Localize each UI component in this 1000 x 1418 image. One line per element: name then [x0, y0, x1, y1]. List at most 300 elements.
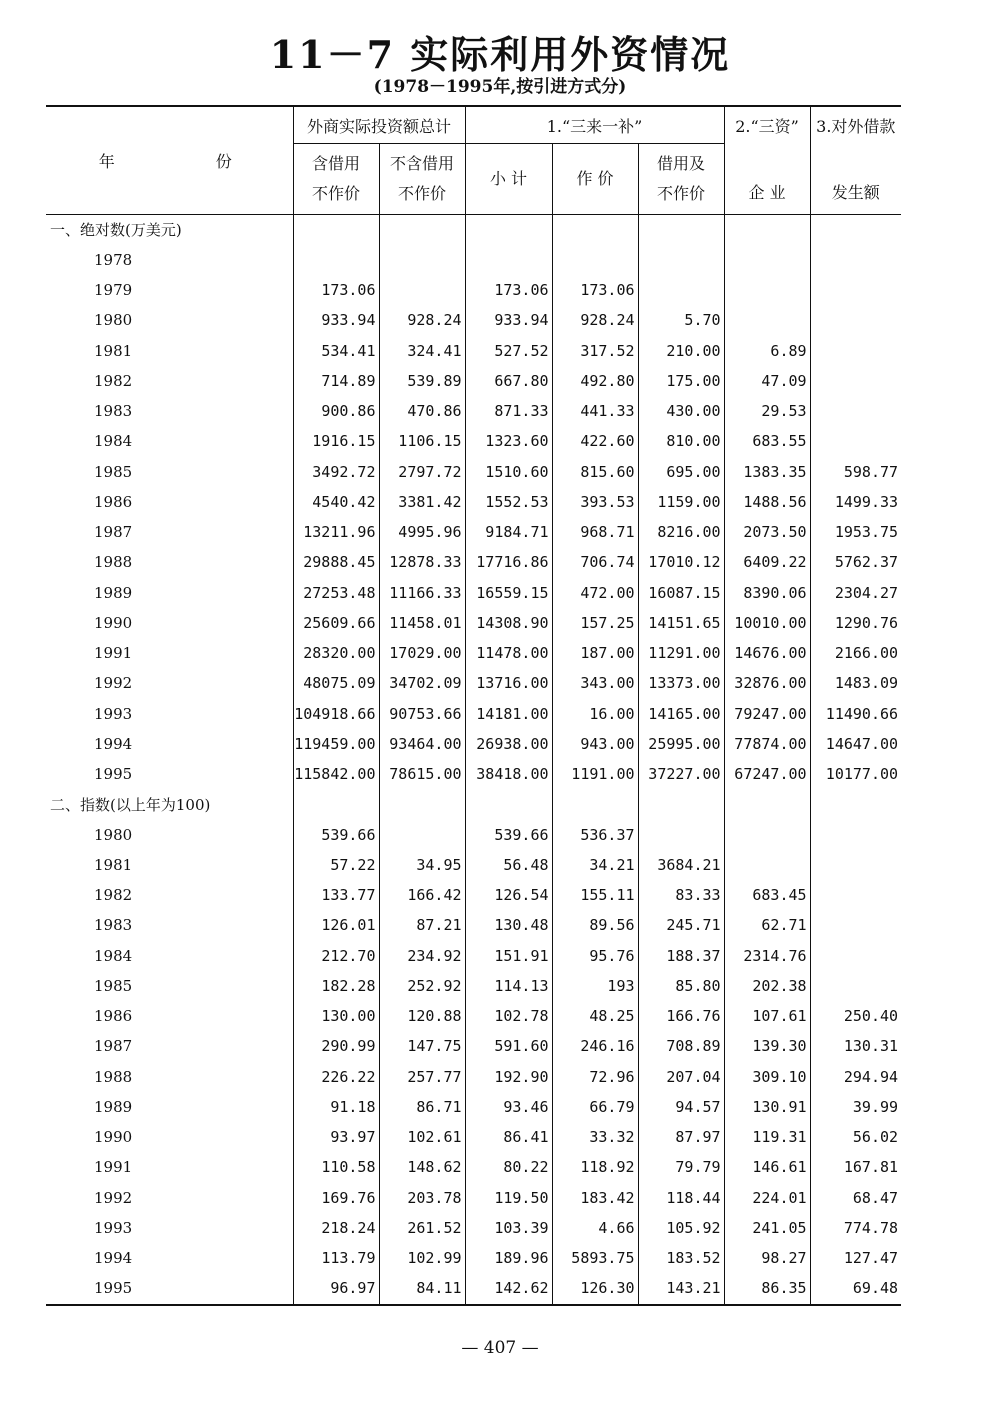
- table-row: [46, 910, 901, 940]
- table-row: [46, 547, 901, 577]
- value-cell: 98.27: [724, 1243, 810, 1273]
- value-cell: 4540.42: [293, 487, 379, 517]
- value-cell: 226.22: [293, 1062, 379, 1092]
- value-cell: 146.61: [724, 1152, 810, 1182]
- value-cell: 17029.00: [379, 638, 465, 668]
- value-cell: 16.00: [552, 699, 638, 729]
- value-cell: [810, 396, 901, 426]
- value-cell: [810, 971, 901, 1001]
- value-cell: 1953.75: [810, 517, 901, 547]
- value-cell: [724, 275, 810, 305]
- value-cell: 103.39: [465, 1213, 552, 1243]
- value-cell: 173.06: [552, 275, 638, 305]
- table-row: [46, 426, 901, 456]
- table-row: [46, 971, 901, 1001]
- table-row: [46, 1001, 901, 1031]
- year-cell: 1983: [94, 402, 133, 421]
- value-cell: 105.92: [638, 1213, 724, 1243]
- value-cell: 324.41: [379, 336, 465, 366]
- year-cell: 1979: [94, 281, 133, 300]
- year-cell: 1994: [94, 1249, 133, 1268]
- year-cell: 1989: [94, 583, 133, 602]
- table-row: [46, 759, 901, 789]
- value-cell: 234.92: [379, 941, 465, 971]
- sanzi-header: 2.“三资”: [724, 106, 810, 144]
- year-cell: 1994: [94, 734, 133, 753]
- value-cell: 56.02: [810, 1122, 901, 1152]
- value-cell: 183.42: [552, 1183, 638, 1213]
- table-row: [46, 1122, 901, 1152]
- table-row: [46, 729, 901, 759]
- value-cell: 155.11: [552, 880, 638, 910]
- year-cell: 1981: [94, 341, 133, 360]
- value-cell: [810, 910, 901, 940]
- value-cell: 89.56: [552, 910, 638, 940]
- value-cell: [638, 820, 724, 850]
- col-enterprises-header: 企 业: [724, 144, 810, 215]
- year-cell: 1984: [94, 946, 133, 965]
- table-row: [46, 305, 901, 335]
- value-cell: 151.91: [465, 941, 552, 971]
- value-cell: 472.00: [552, 578, 638, 608]
- value-cell: 34.95: [379, 850, 465, 880]
- value-cell: [810, 941, 901, 971]
- value-cell: 250.40: [810, 1001, 901, 1031]
- table-row: [46, 366, 901, 396]
- value-cell: 8390.06: [724, 578, 810, 608]
- year-cell: 1988: [94, 553, 133, 572]
- value-cell: 202.38: [724, 971, 810, 1001]
- value-cell: 6409.22: [724, 547, 810, 577]
- value-cell: 317.52: [552, 336, 638, 366]
- value-cell: 14308.90: [465, 608, 552, 638]
- value-cell: 192.90: [465, 1062, 552, 1092]
- table-row: [46, 1031, 901, 1061]
- value-cell: 47.09: [724, 366, 810, 396]
- value-cell: 1323.60: [465, 426, 552, 456]
- value-cell: [810, 336, 901, 366]
- col-loan-amount-header: 发生额: [810, 144, 901, 215]
- value-cell: 3381.42: [379, 487, 465, 517]
- year-cell: 1986: [94, 1007, 133, 1026]
- value-cell: 34702.09: [379, 668, 465, 698]
- page-subtitle: (1978－1995年,按引进方式分): [373, 77, 627, 97]
- value-cell: 695.00: [638, 457, 724, 487]
- value-cell: 539.89: [379, 366, 465, 396]
- value-cell: 118.44: [638, 1183, 724, 1213]
- value-cell: 1483.09: [810, 668, 901, 698]
- year-cell: 1986: [94, 492, 133, 511]
- table-row: [46, 275, 901, 305]
- value-cell: 175.00: [638, 366, 724, 396]
- value-cell: 102.78: [465, 1001, 552, 1031]
- value-cell: 48.25: [552, 1001, 638, 1031]
- value-cell: 66.79: [552, 1092, 638, 1122]
- year-cell: 1981: [94, 855, 133, 874]
- value-cell: 309.10: [724, 1062, 810, 1092]
- value-cell: 126.30: [552, 1273, 638, 1304]
- value-cell: 1290.76: [810, 608, 901, 638]
- value-cell: 1510.60: [465, 457, 552, 487]
- value-cell: 527.52: [465, 336, 552, 366]
- value-cell: 1383.35: [724, 457, 810, 487]
- value-cell: 4995.96: [379, 517, 465, 547]
- value-cell: 2166.00: [810, 638, 901, 668]
- year-cell: 1984: [94, 432, 133, 451]
- value-cell: 83.33: [638, 880, 724, 910]
- sanlai-yibu-header: 1.“三来一补”: [465, 106, 724, 144]
- value-cell: 84.11: [379, 1273, 465, 1304]
- value-cell: 87.97: [638, 1122, 724, 1152]
- value-cell: 148.62: [379, 1152, 465, 1182]
- value-cell: [810, 880, 901, 910]
- value-cell: [293, 245, 379, 275]
- table-row: [46, 1273, 901, 1304]
- value-cell: 5762.37: [810, 547, 901, 577]
- value-cell: 13211.96: [293, 517, 379, 547]
- value-cell: 12878.33: [379, 547, 465, 577]
- value-cell: 1499.33: [810, 487, 901, 517]
- year-cell: 1995: [94, 1279, 133, 1298]
- value-cell: 706.74: [552, 547, 638, 577]
- value-cell: 107.61: [724, 1001, 810, 1031]
- value-cell: 810.00: [638, 426, 724, 456]
- value-cell: 85.80: [638, 971, 724, 1001]
- value-cell: 34.21: [552, 850, 638, 880]
- col-with-borrowed-header: 含借用 不作价: [293, 144, 379, 215]
- value-cell: 126.54: [465, 880, 552, 910]
- value-cell: 157.25: [552, 608, 638, 638]
- table-row: [46, 457, 901, 487]
- table-row: [46, 880, 901, 910]
- value-cell: 39.99: [810, 1092, 901, 1122]
- table-row: [46, 608, 901, 638]
- table-row: [46, 668, 901, 698]
- value-cell: 16087.15: [638, 578, 724, 608]
- value-cell: 928.24: [379, 305, 465, 335]
- value-cell: 667.80: [465, 366, 552, 396]
- value-cell: 10177.00: [810, 759, 901, 789]
- value-cell: 32876.00: [724, 668, 810, 698]
- value-cell: 119.31: [724, 1122, 810, 1152]
- year-cell: 1988: [94, 1067, 133, 1086]
- value-cell: 8216.00: [638, 517, 724, 547]
- page-number: — 407 —: [461, 1338, 539, 1358]
- value-cell: 119.50: [465, 1183, 552, 1213]
- value-cell: 182.28: [293, 971, 379, 1001]
- value-cell: 29.53: [724, 396, 810, 426]
- value-cell: 539.66: [465, 820, 552, 850]
- value-cell: 598.77: [810, 457, 901, 487]
- value-cell: 1191.00: [552, 759, 638, 789]
- value-cell: 29888.45: [293, 547, 379, 577]
- page-title: 11－7 实际利用外资情况: [269, 32, 731, 77]
- value-cell: 539.66: [293, 820, 379, 850]
- table-row: [46, 820, 901, 850]
- table-row: [46, 638, 901, 668]
- value-cell: 77874.00: [724, 729, 810, 759]
- value-cell: 261.52: [379, 1213, 465, 1243]
- value-cell: 430.00: [638, 396, 724, 426]
- section-label: 二、指数(以上年为100): [50, 795, 211, 814]
- value-cell: 28320.00: [293, 638, 379, 668]
- value-cell: 187.00: [552, 638, 638, 668]
- table-row: [46, 1183, 901, 1213]
- value-cell: 422.60: [552, 426, 638, 456]
- col-subtotal-header: 小 计: [465, 144, 552, 215]
- foreign-loans-header: 3.对外借款: [810, 106, 901, 144]
- value-cell: 871.33: [465, 396, 552, 426]
- value-cell: 79.79: [638, 1152, 724, 1182]
- value-cell: 95.76: [552, 941, 638, 971]
- value-cell: 169.76: [293, 1183, 379, 1213]
- value-cell: 246.16: [552, 1031, 638, 1061]
- col-without-borrowed-header: 不含借用 不作价: [379, 144, 465, 215]
- value-cell: 91.18: [293, 1092, 379, 1122]
- value-cell: 207.04: [638, 1062, 724, 1092]
- value-cell: 130.91: [724, 1092, 810, 1122]
- value-cell: [379, 245, 465, 275]
- table-row: [46, 850, 901, 880]
- year-cell: 1983: [94, 916, 133, 935]
- value-cell: 14181.00: [465, 699, 552, 729]
- value-cell: 815.60: [552, 457, 638, 487]
- year-cell: 1985: [94, 976, 133, 995]
- value-cell: 9184.71: [465, 517, 552, 547]
- section-index-row: [46, 789, 901, 819]
- value-cell: 27253.48: [293, 578, 379, 608]
- value-cell: [810, 850, 901, 880]
- value-cell: 218.24: [293, 1213, 379, 1243]
- value-cell: [724, 820, 810, 850]
- section-label: 一、绝对数(万美元): [50, 221, 182, 240]
- value-cell: 102.61: [379, 1122, 465, 1152]
- value-cell: 147.75: [379, 1031, 465, 1061]
- value-cell: 245.71: [638, 910, 724, 940]
- table-row: [46, 1062, 901, 1092]
- value-cell: 17716.86: [465, 547, 552, 577]
- value-cell: 683.55: [724, 426, 810, 456]
- value-cell: 87.21: [379, 910, 465, 940]
- value-cell: 69.48: [810, 1273, 901, 1304]
- value-cell: 252.92: [379, 971, 465, 1001]
- value-cell: 94.57: [638, 1092, 724, 1122]
- value-cell: 57.22: [293, 850, 379, 880]
- value-cell: 166.76: [638, 1001, 724, 1031]
- value-cell: 1916.15: [293, 426, 379, 456]
- value-cell: 13373.00: [638, 668, 724, 698]
- value-cell: 26938.00: [465, 729, 552, 759]
- value-cell: 2073.50: [724, 517, 810, 547]
- value-cell: [379, 275, 465, 305]
- value-cell: 79247.00: [724, 699, 810, 729]
- value-cell: 708.89: [638, 1031, 724, 1061]
- value-cell: 210.00: [638, 336, 724, 366]
- table-row: [46, 245, 901, 275]
- value-cell: 11291.00: [638, 638, 724, 668]
- value-cell: 241.05: [724, 1213, 810, 1243]
- value-cell: 166.42: [379, 880, 465, 910]
- year-cell: 1993: [94, 704, 133, 723]
- value-cell: 11458.01: [379, 608, 465, 638]
- value-cell: [724, 850, 810, 880]
- value-cell: 900.86: [293, 396, 379, 426]
- year-cell: 1987: [94, 1037, 133, 1056]
- table-row: [46, 336, 901, 366]
- value-cell: 68.47: [810, 1183, 901, 1213]
- value-cell: 86.41: [465, 1122, 552, 1152]
- value-cell: 393.53: [552, 487, 638, 517]
- value-cell: 714.89: [293, 366, 379, 396]
- value-cell: [810, 245, 901, 275]
- value-cell: 80.22: [465, 1152, 552, 1182]
- table-row: [46, 699, 901, 729]
- value-cell: [810, 366, 901, 396]
- year-cell: 1995: [94, 765, 133, 784]
- table-row: [46, 1092, 901, 1122]
- value-cell: 167.81: [810, 1152, 901, 1182]
- value-cell: 193: [552, 971, 638, 1001]
- value-cell: 3492.72: [293, 457, 379, 487]
- year-cell: 1991: [94, 1158, 133, 1177]
- value-cell: 25609.66: [293, 608, 379, 638]
- value-cell: 6.89: [724, 336, 810, 366]
- year-cell: 1993: [94, 1218, 133, 1237]
- value-cell: 127.47: [810, 1243, 901, 1273]
- value-cell: [638, 275, 724, 305]
- value-cell: 11490.66: [810, 699, 901, 729]
- value-cell: 290.99: [293, 1031, 379, 1061]
- value-cell: 2797.72: [379, 457, 465, 487]
- value-cell: 102.99: [379, 1243, 465, 1273]
- value-cell: 1106.15: [379, 426, 465, 456]
- year-cell: 1980: [94, 825, 133, 844]
- value-cell: 86.35: [724, 1273, 810, 1304]
- value-cell: 968.71: [552, 517, 638, 547]
- value-cell: 104918.66: [293, 699, 379, 729]
- value-cell: 14165.00: [638, 699, 724, 729]
- value-cell: 48075.09: [293, 668, 379, 698]
- value-cell: 115842.00: [293, 759, 379, 789]
- value-cell: 5.70: [638, 305, 724, 335]
- value-cell: 183.52: [638, 1243, 724, 1273]
- table-row: [46, 517, 901, 547]
- value-cell: 37227.00: [638, 759, 724, 789]
- value-cell: 118.92: [552, 1152, 638, 1182]
- value-cell: 933.94: [293, 305, 379, 335]
- value-cell: 5893.75: [552, 1243, 638, 1273]
- value-cell: 2304.27: [810, 578, 901, 608]
- value-cell: 72.96: [552, 1062, 638, 1092]
- value-cell: 4.66: [552, 1213, 638, 1243]
- value-cell: 943.00: [552, 729, 638, 759]
- value-cell: 224.01: [724, 1183, 810, 1213]
- value-cell: 119459.00: [293, 729, 379, 759]
- value-cell: [810, 305, 901, 335]
- value-cell: [810, 426, 901, 456]
- year-cell: 1991: [94, 644, 133, 663]
- year-cell: 1992: [94, 1188, 133, 1207]
- col-priced-header: 作 价: [552, 144, 638, 215]
- foreign-capital-table: [46, 105, 901, 1306]
- value-cell: 62.71: [724, 910, 810, 940]
- value-cell: 212.70: [293, 941, 379, 971]
- value-cell: 536.37: [552, 820, 638, 850]
- value-cell: 110.58: [293, 1152, 379, 1182]
- table-row: [46, 1213, 901, 1243]
- value-cell: 38418.00: [465, 759, 552, 789]
- year-cell: 1987: [94, 523, 133, 542]
- value-cell: 683.45: [724, 880, 810, 910]
- value-cell: 203.78: [379, 1183, 465, 1213]
- year-cell: 1990: [94, 613, 133, 632]
- value-cell: 2314.76: [724, 941, 810, 971]
- value-cell: 120.88: [379, 1001, 465, 1031]
- value-cell: 93.97: [293, 1122, 379, 1152]
- value-cell: 93.46: [465, 1092, 552, 1122]
- value-cell: 1488.56: [724, 487, 810, 517]
- value-cell: 96.97: [293, 1273, 379, 1304]
- value-cell: [810, 820, 901, 850]
- value-cell: 114.13: [465, 971, 552, 1001]
- value-cell: 56.48: [465, 850, 552, 880]
- value-cell: 17010.12: [638, 547, 724, 577]
- value-cell: 928.24: [552, 305, 638, 335]
- year-cell: 1989: [94, 1097, 133, 1116]
- table-row: [46, 487, 901, 517]
- value-cell: 25995.00: [638, 729, 724, 759]
- table-row: [46, 941, 901, 971]
- section-absolute-row: [46, 214, 901, 245]
- value-cell: 257.77: [379, 1062, 465, 1092]
- value-cell: 1159.00: [638, 487, 724, 517]
- value-cell: 11478.00: [465, 638, 552, 668]
- value-cell: 14676.00: [724, 638, 810, 668]
- value-cell: 33.32: [552, 1122, 638, 1152]
- value-cell: 14647.00: [810, 729, 901, 759]
- table-row: [46, 1243, 901, 1273]
- value-cell: 86.71: [379, 1092, 465, 1122]
- year-cell: 1980: [94, 311, 133, 330]
- year-cell: 1982: [94, 886, 133, 905]
- value-cell: 133.77: [293, 880, 379, 910]
- value-cell: 139.30: [724, 1031, 810, 1061]
- value-cell: 78615.00: [379, 759, 465, 789]
- table-row: [46, 1152, 901, 1182]
- value-cell: 14151.65: [638, 608, 724, 638]
- value-cell: [638, 245, 724, 275]
- value-cell: 189.96: [465, 1243, 552, 1273]
- value-cell: 188.37: [638, 941, 724, 971]
- value-cell: 10010.00: [724, 608, 810, 638]
- value-cell: 90753.66: [379, 699, 465, 729]
- table-row: [46, 578, 901, 608]
- value-cell: 492.80: [552, 366, 638, 396]
- value-cell: 3684.21: [638, 850, 724, 880]
- year-cell: 1985: [94, 462, 133, 481]
- value-cell: 11166.33: [379, 578, 465, 608]
- col-borrowed-unpriced-header: 借用及 不作价: [638, 144, 724, 215]
- total-investment-header: 外商实际投资额总计: [293, 106, 465, 144]
- value-cell: 294.94: [810, 1062, 901, 1092]
- value-cell: 13716.00: [465, 668, 552, 698]
- value-cell: [465, 245, 552, 275]
- value-cell: [379, 820, 465, 850]
- value-cell: [724, 245, 810, 275]
- value-cell: 534.41: [293, 336, 379, 366]
- value-cell: 16559.15: [465, 578, 552, 608]
- year-cell: 1990: [94, 1128, 133, 1147]
